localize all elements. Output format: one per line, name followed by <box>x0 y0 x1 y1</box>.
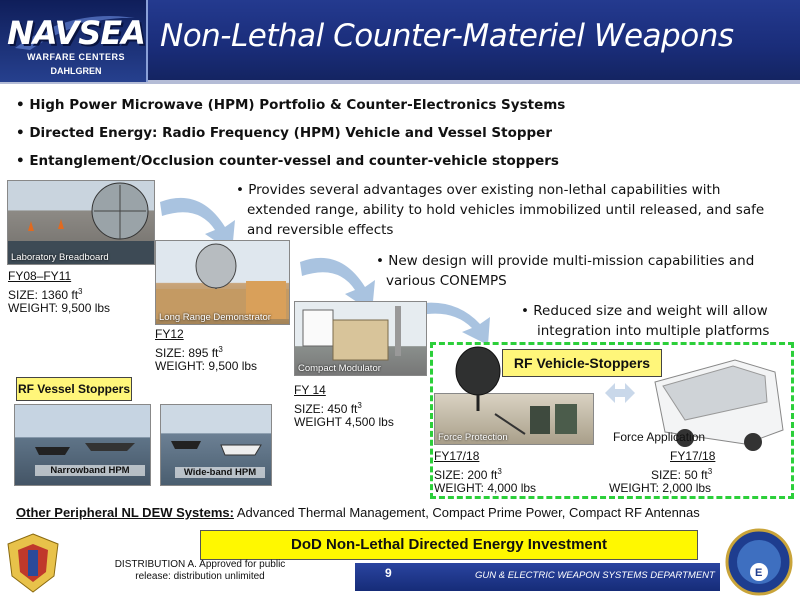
photo-wideband-hpm <box>160 404 272 486</box>
seal-left-icon <box>2 530 64 596</box>
fy-s4-text: FY17/18 <box>434 449 480 463</box>
other-text: Advanced Thermal Management, Compact Prime Power, Compact RF Antennas <box>233 505 700 520</box>
caption-compact-modulator: Compact Modulator <box>298 363 381 374</box>
caption-force-protection: Force Protection <box>438 432 508 443</box>
point-advantages-1: • Provides several advantages over existing non-lethal capabilities with <box>236 182 721 198</box>
photo-long-range-demonstrator <box>155 240 290 325</box>
fy-s5 <box>670 448 715 464</box>
slide-title: Non-Lethal Counter-Materiel Weapons <box>160 18 734 54</box>
photo-compact-modulator <box>294 301 427 376</box>
dish-antenna-3-icon <box>450 343 510 413</box>
weight-s4: WEIGHT: 4,000 lbs <box>434 481 537 495</box>
other-peripheral-systems <box>16 505 700 520</box>
caption-long-range-demonstrator: Long Range Demonstrator <box>159 312 271 323</box>
size-s3-text: SIZE: 450 ft <box>294 402 358 416</box>
photo-laboratory-breadboard <box>7 180 155 265</box>
fy-s1 <box>8 268 71 284</box>
point-new-design-2: various CONEMPS <box>386 273 507 289</box>
weight-s2: WEIGHT: 9,500 lbs <box>155 359 258 373</box>
van-icon <box>645 352 790 462</box>
fy-s5-text: FY17/18 <box>670 449 716 463</box>
bullet-hpm-portfolio: • High Power Microwave (HPM) Portfolio & Counter-Electronics Systems <box>16 97 566 113</box>
weight-s5: WEIGHT: 2,000 lbs <box>609 481 712 495</box>
point-advantages-3: and reversible effects <box>247 222 394 238</box>
photo-narrowband-hpm <box>14 404 151 486</box>
double-arrow-icon <box>605 380 635 406</box>
weight-s1: WEIGHT: 9,500 lbs <box>8 301 111 315</box>
fy-s3-text: FY 14 <box>294 383 326 397</box>
caption-laboratory-breadboard: Laboratory Breadboard <box>11 252 109 263</box>
weight-s3: WEIGHT 4,500 lbs <box>294 415 394 429</box>
fy-s4 <box>434 448 479 464</box>
rf-vessel-stoppers-label: RF Vessel Stoppers <box>16 377 132 401</box>
bullet-entanglement: • Entanglement/Occlusion counter-vessel and counter-vehicle stoppers <box>16 153 559 169</box>
cube-superscript: 3 <box>497 467 502 476</box>
fy-s2-text: FY12 <box>155 327 184 341</box>
cube-superscript: 3 <box>78 287 83 296</box>
page-number: 9 <box>385 566 392 580</box>
size-s1-text: SIZE: 1360 ft <box>8 288 79 302</box>
department-name: GUN & ELECTRIC WEAPON SYSTEMS DEPARTMENT <box>475 570 715 581</box>
cube-superscript: 3 <box>357 401 362 410</box>
rf-vehicle-stoppers-label: RF Vehicle-Stoppers <box>502 349 662 377</box>
fy-s1-text: FY08–FY11 <box>8 269 72 283</box>
investment-banner: DoD Non-Lethal Directed Energy Investment <box>200 530 698 560</box>
navsea-logo <box>0 0 148 82</box>
fy-s2 <box>155 326 184 342</box>
logo-subtitle: WARFARE CENTERS <box>26 52 125 62</box>
other-label: Other Peripheral NL DEW Systems: <box>16 505 234 520</box>
logo-wordmark: NAVSEA <box>7 14 145 52</box>
logo-location: DAHLGREN <box>50 66 102 76</box>
size-s4-text: SIZE: 200 ft <box>434 468 498 482</box>
size-s5-text: SIZE: 50 ft <box>651 468 708 482</box>
point-reduced-size-2: integration into multiple platforms <box>537 323 770 339</box>
point-new-design-1: • New design will provide multi-mission capabilities and <box>376 253 755 269</box>
bullet-directed-energy: • Directed Energy: Radio Frequency (HPM) Vehicle and Vessel Stopper <box>16 125 552 141</box>
size-s2-text: SIZE: 895 ft <box>155 346 219 360</box>
caption-wideband-hpm: Wide-band HPM <box>175 467 265 478</box>
distribution-statement: DISTRIBUTION A. Approved for public release: distribution unlimited <box>114 559 286 582</box>
point-advantages-2: extended range, ability to hold vehicles immobilized until released, and safe <box>247 202 765 218</box>
point-reduced-size-1: • Reduced size and weight will allow <box>521 303 768 319</box>
cube-superscript: 3 <box>218 345 223 354</box>
seal-right-icon <box>722 528 796 596</box>
cube-superscript: 3 <box>707 467 713 476</box>
caption-force-application: Force Application <box>613 430 706 444</box>
caption-narrowband-hpm: Narrowband HPM <box>35 465 145 476</box>
svg-text:E: E <box>755 567 763 579</box>
fy-s3 <box>294 382 326 398</box>
